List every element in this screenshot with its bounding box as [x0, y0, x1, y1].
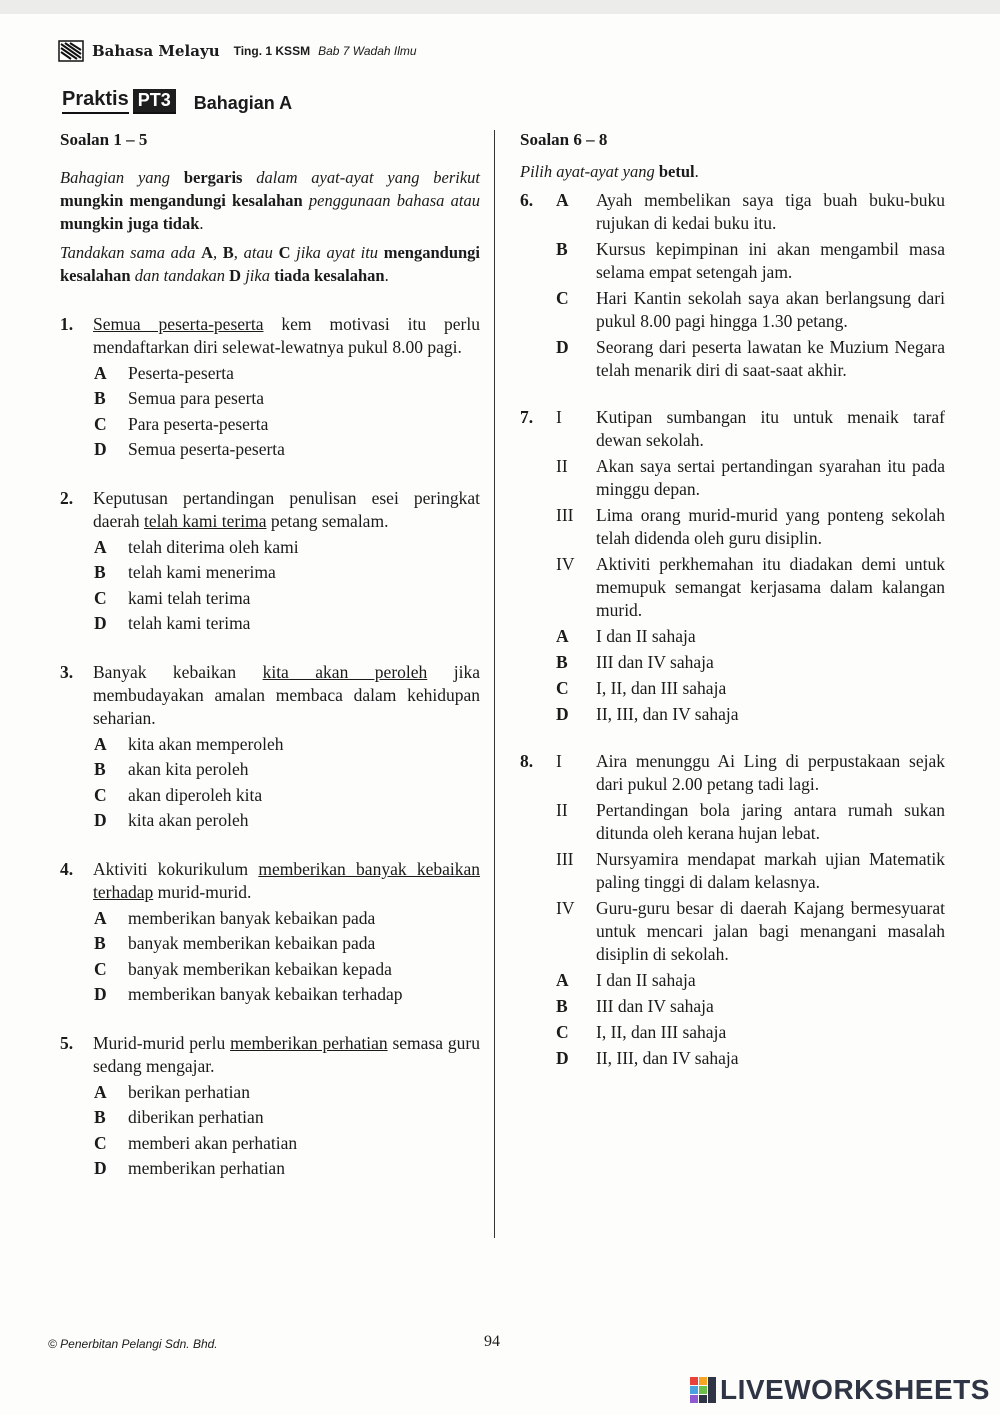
option-c[interactable]: C kami telah terima [94, 587, 251, 608]
watermark-text: LIVEWORKSHEETS [720, 1374, 990, 1405]
liveworksheets-logo-icon [690, 1377, 716, 1403]
option-a[interactable]: A memberikan banyak kebaikan pada [94, 907, 376, 928]
scan-top-shade [0, 0, 1000, 14]
left-column [60, 130, 480, 1180]
option-d[interactable]: D II, III, dan IV sahaja [556, 1048, 739, 1068]
option-c[interactable]: C I, II, dan III sahaja [556, 678, 727, 698]
right-heading: Soalan 6 – 8 [520, 130, 608, 149]
question-6 [520, 189, 945, 382]
level-label: Ting. 1 KSSM [233, 44, 311, 58]
option-b[interactable]: B Kursus kepimpinan ini akan mengambil masa selama empat setengah jam. [556, 239, 945, 282]
option-a[interactable]: A berikan perhatian [94, 1081, 250, 1102]
page-header [58, 38, 417, 64]
option-a[interactable]: 6. A Ayah membelikan saya tiga buah buku-buku rujukan di kedai buku itu. [520, 190, 945, 233]
option-b[interactable]: B akan kita peroleh [94, 759, 249, 779]
praktis-label: Praktis [62, 88, 129, 114]
option-c[interactable]: C Para peserta-peserta [94, 413, 269, 434]
pt3-badge: PT3 [133, 89, 176, 114]
question-4: 4. Aktiviti kokurikulum memberikan banyak kebaikan terhadap murid-murid. A memberikan banyak kebaikan pada B banyak memberikan kebaikan pada C banyak memberikan kebaikan kepada D memberikan banyak kebaikan terhadap [60, 859, 480, 1004]
option-c[interactable]: C I, II, dan III sahaja [556, 1022, 727, 1042]
column-divider [494, 130, 495, 1238]
option-c[interactable]: C Hari Kantin sekolah saya akan berlangsung dari pukul 8.00 pagi hingga 1.30 petang. [556, 288, 945, 331]
instruction-2: Tandakan sama ada A, B, atau C jika ayat itu mengandungi kesalahan dan tandakan D jika tiada kesalahan. [60, 243, 481, 285]
statement-iv: IV Aktiviti perkhemahan itu diadakan demi untuk memupuk semangat kerjasama dalam kalangan murid. [556, 554, 945, 620]
option-d[interactable]: D Seorang dari peserta lawatan ke Muzium Negara telah menarik diri di saat-saat akhir. [556, 337, 945, 380]
option-c[interactable]: C akan diperoleh kita [94, 784, 263, 805]
option-d[interactable]: D Semua peserta-peserta [94, 439, 285, 459]
underlined-phrase: memberikan banyak kebaikan terhadap [93, 859, 480, 902]
question-3: 3. Banyak kebaikan kita akan peroleh jika membudayakan amalan membaca dalam kehidupan seharian. A kita akan memperoleh B akan kita peroleh C akan diperoleh kita D kita akan peroleh [60, 662, 480, 830]
option-d[interactable]: D II, III, dan IV sahaja [556, 704, 739, 724]
underlined-phrase: kita akan peroleh [262, 662, 428, 682]
option-b[interactable]: B Semua para peserta [94, 388, 265, 408]
option-d[interactable]: D memberikan banyak kebaikan terhadap [94, 984, 403, 1004]
underlined-phrase: telah kami terima [144, 511, 267, 531]
bahagian-label: Bahagian A [193, 93, 293, 113]
question-8 [520, 750, 945, 1070]
chapter-label: Bab 7 Wadah Ilmu [318, 44, 417, 58]
option-d[interactable]: D telah kami terima [94, 613, 251, 633]
question-7 [520, 406, 945, 726]
option-c[interactable]: C banyak memberikan kebaikan kepada [94, 958, 392, 979]
option-a[interactable]: A Peserta-peserta [94, 362, 234, 383]
option-b[interactable]: B III dan IV sahaja [556, 652, 714, 672]
book-logo-icon [58, 40, 84, 62]
page-number: 94 [484, 1333, 500, 1350]
instruction-right: Pilih ayat-ayat yang betul. [520, 162, 699, 181]
instruction-1: Bahagian yang bergaris dalam ayat-ayat yang berikut mungkin mengandungi kesalahan penggunaan bahasa atau mungkin juga tidak. [60, 168, 480, 233]
statement-ii: II Akan saya sertai pertandingan syarahan itu pada minggu depan. [556, 456, 945, 499]
option-b[interactable]: B diberikan perhatian [94, 1107, 264, 1127]
statement-iii: III Lima orang murid-murid yang ponteng sekolah telah didenda oleh guru disiplin. [556, 505, 945, 548]
left-heading: Soalan 1 – 5 [60, 130, 148, 149]
option-b[interactable]: B III dan IV sahaja [556, 996, 714, 1016]
statement-iii: III Nursyamira mendapat markah ujian Matematik paling tinggi di dalam kelasnya. [556, 849, 945, 892]
question-5: 5. Murid-murid perlu memberikan perhatian semasa guru sedang mengajar. A berikan perhatian B diberikan perhatian C memberi akan perhatian D memberikan perhatian [60, 1033, 480, 1178]
option-b[interactable]: B telah kami menerima [94, 562, 276, 582]
statement-i: 7. I Kutipan sumbangan itu untuk menaik taraf dewan sekolah. [520, 407, 945, 450]
publisher-credit: © Penerbitan Pelangi Sdn. Bhd. [48, 1337, 218, 1351]
option-a[interactable]: A I dan II sahaja [556, 970, 696, 990]
statement-iv: IV Guru-guru besar di daerah Kajang bermesyuarat untuk mencari jalan bagi menangani masalah disiplin di sekolah. [556, 898, 945, 964]
liveworksheets-watermark [690, 1374, 990, 1406]
option-d[interactable]: D kita akan peroleh [94, 810, 249, 830]
underlined-phrase: Semua peserta-peserta [93, 314, 264, 334]
right-column [520, 130, 945, 1070]
section-title [62, 88, 292, 114]
option-a[interactable]: A telah diterima oleh kami [94, 536, 299, 557]
option-b[interactable]: B banyak memberikan kebaikan pada [94, 933, 376, 953]
option-c[interactable]: C memberi akan perhatian [94, 1132, 298, 1153]
question-1: 1. Semua peserta-peserta kem motivasi itu perlu mendaftarkan diri selewat-lewatnya pukul 8.00 pagi. A Peserta-peserta B Semua para peserta C Para peserta-peserta D Semua peserta-peserta [60, 314, 480, 459]
question-2: 2. Keputusan pertandingan penulisan esei peringkat daerah telah kami terima petang semalam. A telah diterima oleh kami B telah kami menerima C kami telah terima D telah kami terima [60, 488, 480, 633]
underlined-phrase: memberikan perhatian [230, 1033, 388, 1053]
subject-title: Bahasa Melayu [92, 42, 220, 60]
statement-i: 8. I Aira menunggu Ai Ling di perpustakaan sejak dari pukul 2.00 petang tadi lagi. [520, 751, 945, 794]
option-a[interactable]: A I dan II sahaja [556, 626, 696, 646]
statement-ii: II Pertandingan bola jaring antara rumah sukan ditunda oleh kerana hujan lebat. [556, 800, 945, 843]
option-a[interactable]: A kita akan memperoleh [94, 733, 284, 754]
option-d[interactable]: D memberikan perhatian [94, 1158, 285, 1178]
